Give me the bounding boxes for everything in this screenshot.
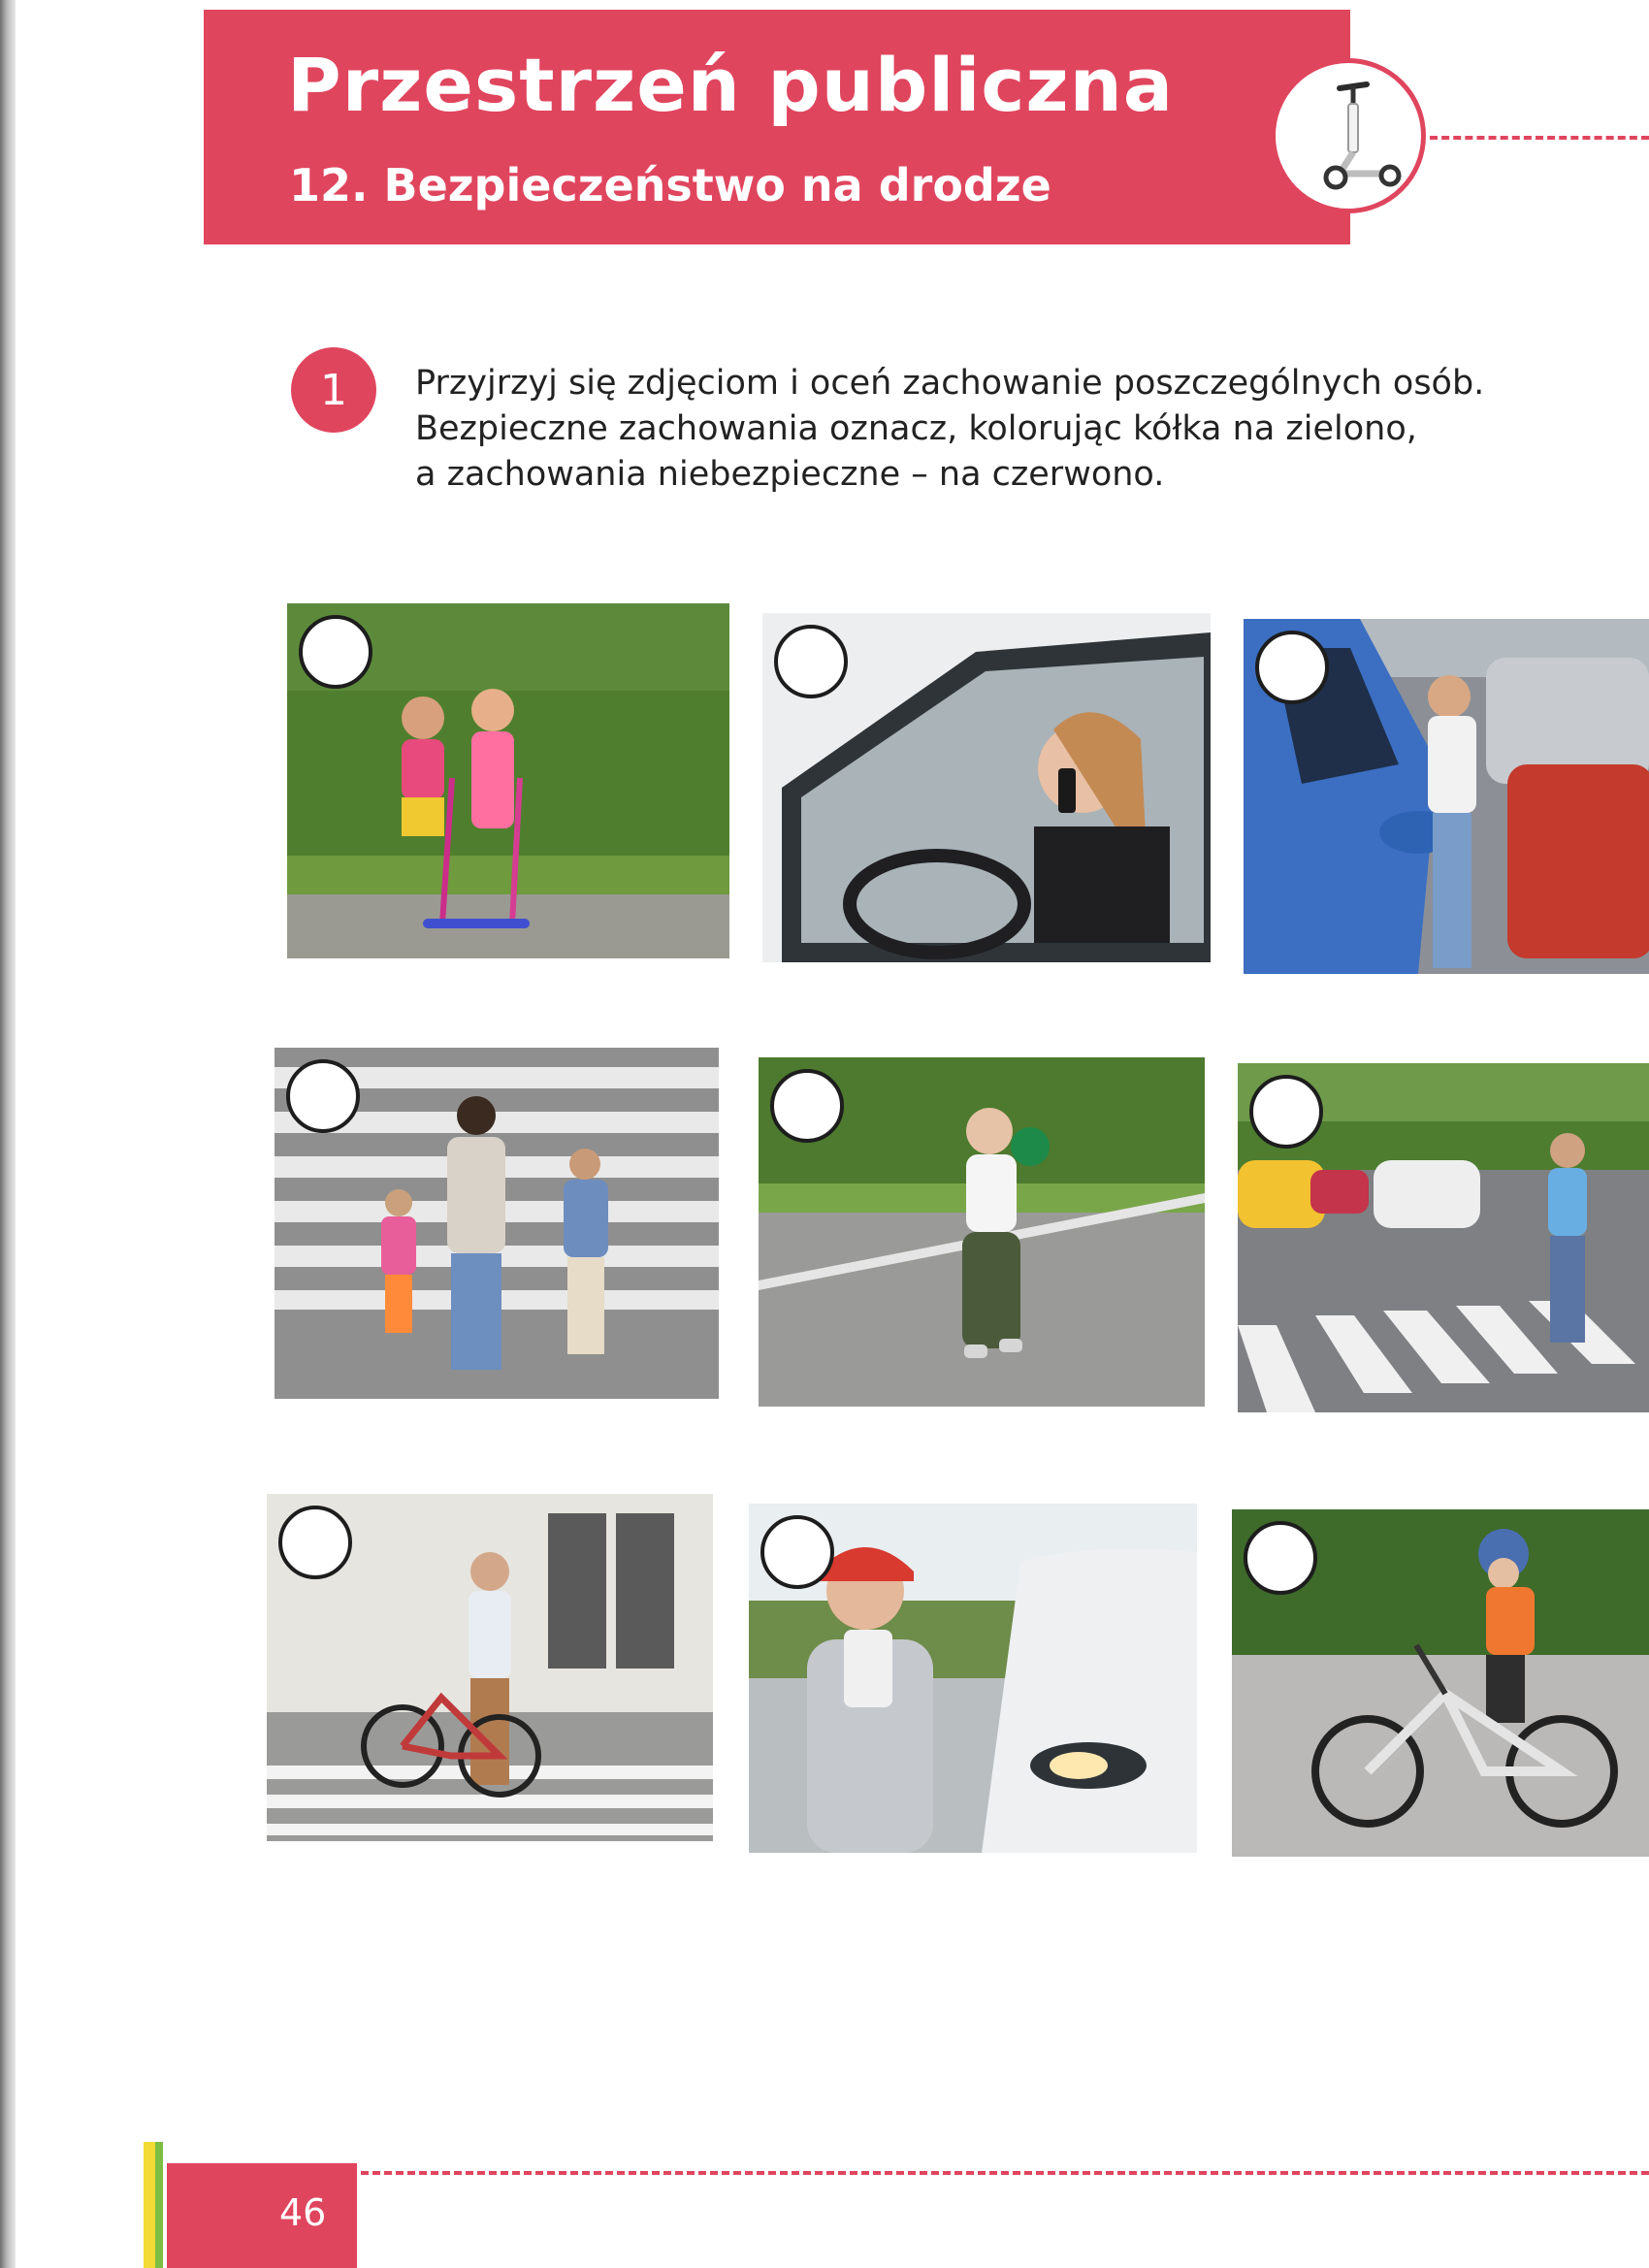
photo-toddler-on-road xyxy=(759,1057,1205,1407)
answer-circle[interactable] xyxy=(278,1506,352,1579)
photo-boy-riding-bike xyxy=(1232,1509,1649,1857)
page-binding-edge xyxy=(0,0,16,2268)
photo-kids-on-scooters xyxy=(287,603,729,958)
photo-boy-with-phone-near-car xyxy=(749,1504,1197,1853)
answer-circle[interactable] xyxy=(774,625,848,698)
answer-circle[interactable] xyxy=(770,1069,844,1143)
answer-circle[interactable] xyxy=(299,615,372,689)
answer-circle[interactable] xyxy=(1244,1521,1317,1595)
footer-dashed-line xyxy=(361,2171,1649,2175)
answer-circle[interactable] xyxy=(1249,1075,1323,1149)
photo-boy-between-cars xyxy=(1244,619,1649,974)
scooter-icon xyxy=(1297,77,1406,197)
instruction-line: Przyjrzyj się zdjęciom i oceń zachowanie poszczególnych osób. xyxy=(415,364,1485,403)
page-number: 46 xyxy=(279,2191,327,2234)
answer-circle[interactable] xyxy=(1255,631,1329,704)
answer-circle[interactable] xyxy=(286,1059,360,1133)
photo-man-with-bicycle xyxy=(267,1494,713,1841)
section-title: Przestrzeń publiczna xyxy=(287,42,1175,128)
photo-family-at-crosswalk xyxy=(275,1048,719,1399)
photo-driver-on-phone xyxy=(762,613,1211,962)
footer-stripe-green xyxy=(155,2142,163,2268)
answer-circle[interactable] xyxy=(760,1515,834,1589)
exercise-instruction xyxy=(415,361,1579,498)
instruction-line: Bezpieczne zachowania oznacz, kolorując kółka na zielono, xyxy=(415,409,1417,448)
page-number-badge xyxy=(167,2163,357,2268)
photo-woman-on-crosswalk xyxy=(1238,1063,1649,1412)
header-dashed-line xyxy=(1430,136,1649,140)
footer-stripe-yellow xyxy=(144,2142,155,2268)
lesson-title: 12. Bezpieczeństwo na drodze xyxy=(289,159,1051,211)
section-badge xyxy=(1271,58,1426,213)
instruction-line: a zachowania niebezpieczne – na czerwono. xyxy=(415,455,1165,494)
exercise-number-badge: 1 xyxy=(291,347,376,433)
